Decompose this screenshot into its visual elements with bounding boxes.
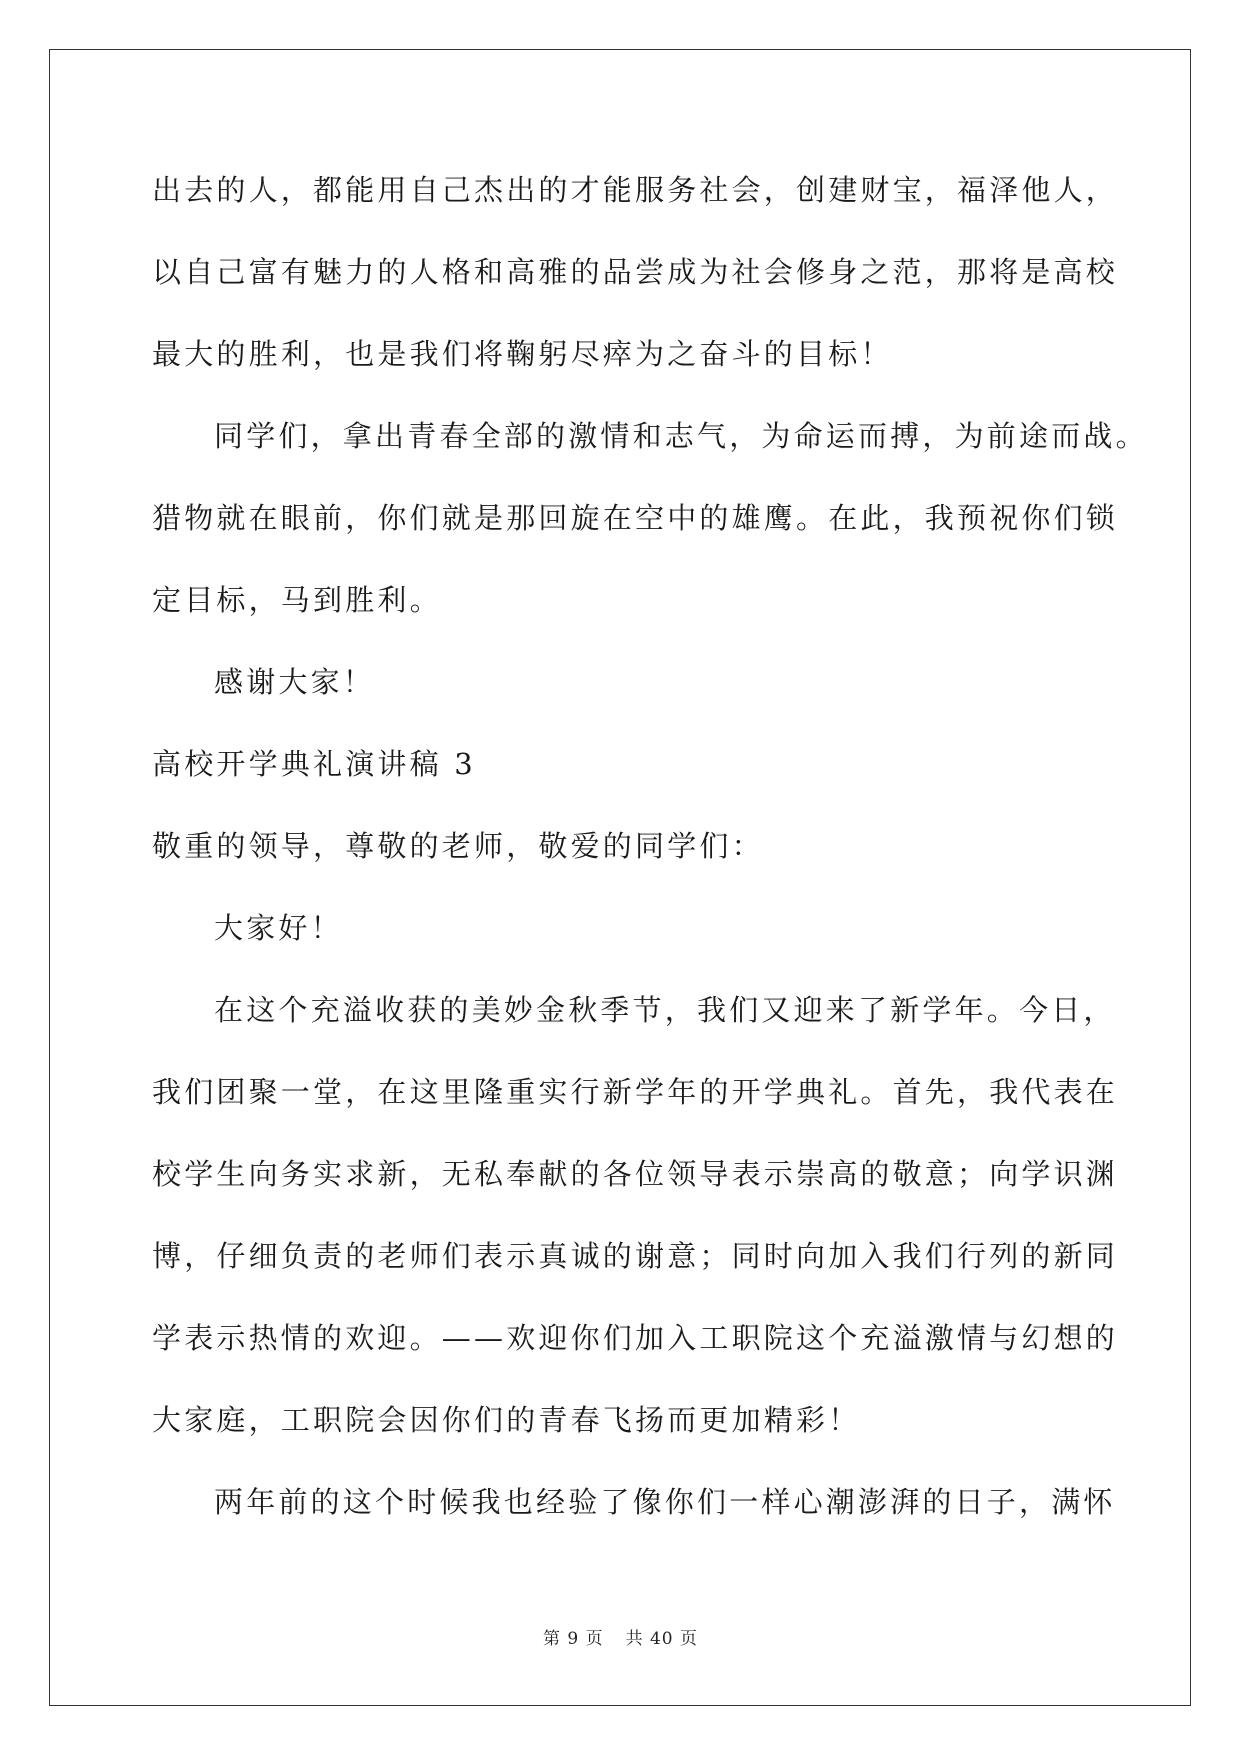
text-line-5: 猎物就在眼前，你们就是那回旋在空中的雄鹰。在此，我预祝你们锁	[152, 501, 1119, 535]
greeting-line: 大家好！	[214, 911, 343, 945]
page-footer	[0, 1624, 1241, 1649]
text-line-15: 学表示热情的欢迎。——欢迎你们加入工职院这个充溢激情与幻想的	[152, 1321, 1119, 1355]
page-number-current: 第 9 页	[542, 1629, 604, 1649]
page-number-total: 共 40 页	[625, 1629, 699, 1649]
section-heading: 高校开学典礼演讲稿 3	[152, 747, 476, 781]
document-body	[152, 160, 1148, 1554]
text-line-11: 在这个充溢收获的美妙金秋季节，我们又迎来了新学年。今日，	[214, 993, 1116, 1027]
text-line-4: 同学们，拿出青春全部的激情和志气，为命运而搏，为前途而战。	[214, 419, 1148, 453]
text-line-13: 校学生向务实求新，无私奉献的各位领导表示崇高的敬意；向学识渊	[152, 1157, 1119, 1191]
text-line-16: 大家庭，工职院会因你们的青春飞扬而更加精彩！	[152, 1403, 861, 1437]
salutation-line: 敬重的领导，尊敬的老师，敬爱的同学们：	[152, 829, 764, 863]
text-line-7: 感谢大家！	[214, 665, 376, 699]
text-line-6: 定目标，马到胜利。	[152, 583, 442, 617]
text-line-1: 出去的人，都能用自己杰出的才能服务社会，创建财宝，福泽他人，	[152, 173, 1119, 207]
text-line-2: 以自己富有魅力的人格和高雅的品尝成为社会修身之范，那将是高校	[152, 255, 1119, 289]
text-line-3: 最大的胜利，也是我们将鞠躬尽瘁为之奋斗的目标！	[152, 337, 893, 371]
text-line-14: 博，仔细负责的老师们表示真诚的谢意；同时向加入我们行列的新同	[152, 1239, 1119, 1273]
text-line-12: 我们团聚一堂，在这里隆重实行新学年的开学典礼。首先，我代表在	[152, 1075, 1119, 1109]
text-line-17: 两年前的这个时候我也经验了像你们一样心潮澎湃的日子，满怀	[214, 1485, 1116, 1519]
